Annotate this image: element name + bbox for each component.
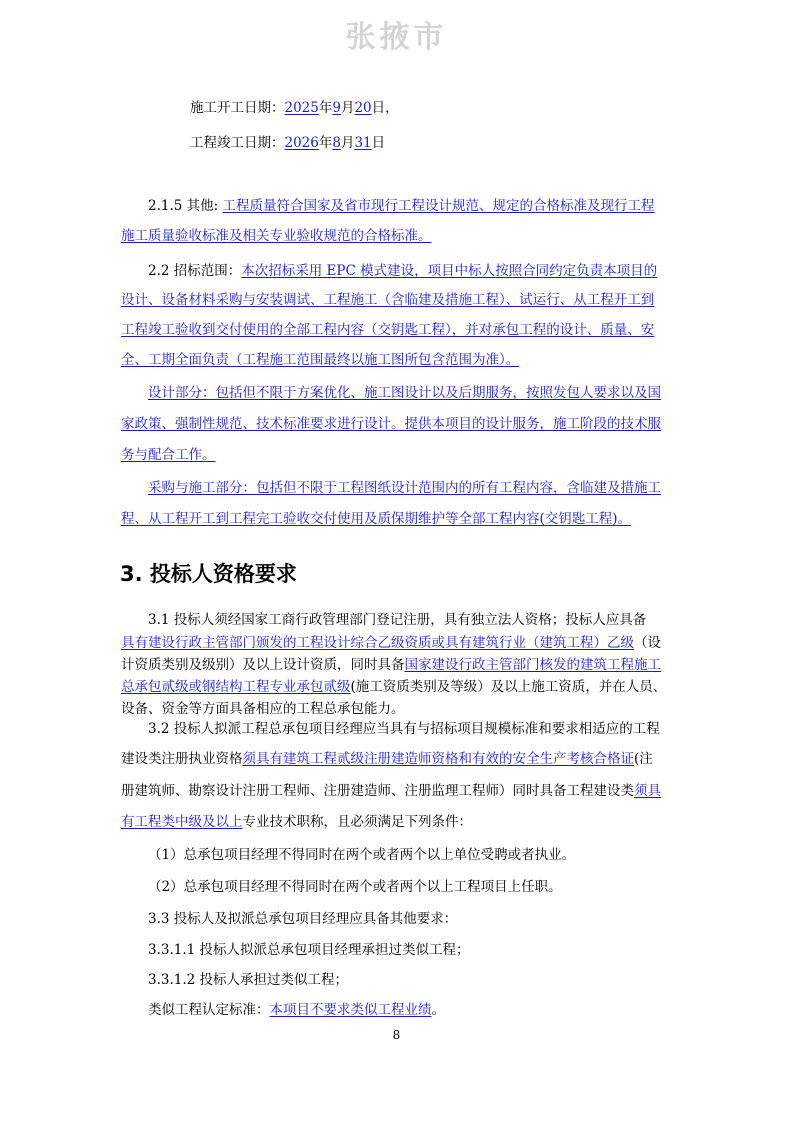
para-text: 3.3.1.2 投标人承担过类似工程； xyxy=(148,972,349,988)
condition-text: （1）总承包项目经理不得同时在两个或者两个以上单位受聘或者执业。 xyxy=(148,847,576,863)
para-text: (注 xyxy=(634,751,653,767)
scope-text: 全、工期全面负责（工程施工范围最终以施工图所包含范围为准）。 xyxy=(121,352,520,368)
para-text: 册建筑师、勘察设计注册工程师、注册建造师、注册监理工程师）同时具备工程建设类 xyxy=(121,783,634,799)
year-unit: 年 xyxy=(318,135,333,151)
condition-2 xyxy=(148,877,562,897)
para-3-3-1-1 xyxy=(148,940,470,960)
watermark-title: 张掖市 xyxy=(345,20,448,55)
para-2-2-line-1 xyxy=(148,261,657,281)
para-2-2-line-3 xyxy=(121,320,654,340)
start-day: 20 xyxy=(354,100,372,116)
design-text: 设计部分：包括但不限于方案优化、施工图设计以及后期服务，按照发包人要求以及国 xyxy=(148,385,661,401)
para-text: 。 xyxy=(431,1002,445,1018)
para-3-2-line-4 xyxy=(121,812,472,832)
month-unit: 月 xyxy=(340,135,355,151)
para-text: 3.3.1.1 投标人拟派总承包项目经理承担过类似工程； xyxy=(148,942,470,958)
para-2-1-5-label: 2.1.5 其他: xyxy=(148,198,223,214)
para-3-1-line-2 xyxy=(121,633,661,653)
end-day-unit: 日 xyxy=(371,135,386,151)
title-requirement-link-cont: 有工程类中级及以上 xyxy=(121,814,243,830)
scope-text: 本次招标采用 EPC 模式建设，项目中标人按照合同约定负责本项目的 xyxy=(241,263,658,279)
registration-requirement-link: 须具有建筑工程贰级注册建造师资格和有效的安全生产考核合格证 xyxy=(242,751,634,767)
construction-qualification-link-cont: 总承包贰级或钢结构工程专业承包贰级 xyxy=(121,679,351,695)
similar-project-line xyxy=(148,1000,445,1020)
start-year: 2025 xyxy=(284,100,319,116)
para-2-1-5-line-2 xyxy=(121,226,432,246)
design-text: 家政策、强制性规范、技术标准要求进行设计。提供本项目的设计服务，施工阶段的技术服 xyxy=(121,416,661,432)
quality-standard-link-cont: 施工质量验收标准及相关专业验收规范的合格标准。 xyxy=(121,228,432,244)
design-qualification-link: 具有建设行政主管部门颁发的工程设计综合乙级资质或具有建筑行业（建筑工程）乙级 xyxy=(121,635,634,651)
para-text: 专业技术职称，且必须满足下列条件： xyxy=(242,814,472,830)
section-3-heading: 3. 投标人资格要求 xyxy=(120,562,297,586)
para-3-2-line-2 xyxy=(121,749,653,769)
para-3-2-line-1 xyxy=(148,719,660,739)
para-text: 3.2 投标人拟派工程总承包项目经理应当具有与招标项目规模标准和要求相适应的工程 xyxy=(148,721,660,737)
end-date-line xyxy=(190,133,385,153)
para-text: 类似工程认定标准： xyxy=(148,1002,270,1018)
condition-text: （2）总承包项目经理不得同时在两个或者两个以上工程项目上任职。 xyxy=(148,879,562,895)
para-3-1-line-5 xyxy=(121,699,405,719)
para-text: （设 xyxy=(634,635,661,651)
start-day-unit: 日， xyxy=(371,100,399,116)
design-line-2 xyxy=(121,414,661,434)
para-3-1-line-4 xyxy=(121,677,666,697)
para-text: 3.1 投标人须经国家工商行政管理部门登记注册，具有独立法人资格；投标人应具备 xyxy=(148,612,647,628)
end-month: 8 xyxy=(332,135,341,151)
procure-text: 程、从工程开工到工程完工验收交付使用及质保期维护等全部工程内容(交钥匙工程)。 xyxy=(121,511,632,527)
para-2-2-label: 2.2 招标范围： xyxy=(148,263,242,279)
year-unit: 年 xyxy=(318,100,333,116)
scope-text: 工程竣工验收到交付使用的全部工程内容（交钥匙工程），并对承包工程的设计、质量、安 xyxy=(121,322,655,338)
scope-text: 设计、设备材料采购与安装调试、工程施工（含临建及措施工程）、试运行、从工程开工到 xyxy=(121,292,655,308)
end-year: 2026 xyxy=(284,135,319,151)
para-3-1-line-3 xyxy=(121,655,661,675)
start-month: 9 xyxy=(332,100,341,116)
title-requirement-link: 须具 xyxy=(634,783,661,799)
design-line-1 xyxy=(148,383,661,403)
para-text: (施工资质类别及等级）及以上施工资质，并在人员、 xyxy=(350,679,667,695)
procure-line-1 xyxy=(148,478,661,498)
para-3-3-line-1 xyxy=(148,909,457,929)
para-2-1-5-line-1 xyxy=(148,196,654,216)
para-2-2-line-2 xyxy=(121,290,654,310)
para-text: 建设类注册执业资格 xyxy=(121,751,243,767)
start-date-label: 施工开工日期： xyxy=(190,100,285,116)
similar-project-link: 本项目不要求类似工程业绩 xyxy=(269,1002,432,1018)
end-day: 31 xyxy=(354,135,372,151)
para-3-3-1-2 xyxy=(148,970,348,990)
page-number: 8 xyxy=(392,1028,401,1042)
para-text: 计资质类别及级别）及以上设计资质，同时具备 xyxy=(121,657,405,673)
design-line-3 xyxy=(121,445,216,465)
para-2-2-line-4 xyxy=(121,350,519,370)
month-unit: 月 xyxy=(340,100,355,116)
end-date-label: 工程竣工日期： xyxy=(190,135,285,151)
para-text: 3.3 投标人及拟派总承包项目经理应具备其他要求： xyxy=(148,911,458,927)
para-3-2-line-3 xyxy=(121,781,661,801)
quality-standard-link: 工程质量符合国家及省市现行工程设计规范、规定的合格标准及现行工程 xyxy=(222,198,655,214)
design-text: 务与配合工作。 xyxy=(121,447,216,463)
construction-qualification-link: 国家建设行政主管部门核发的建筑工程施工 xyxy=(404,657,661,673)
condition-1 xyxy=(148,845,575,865)
procure-text: 采购与施工部分：包括但不限于工程图纸设计范围内的所有工程内容，含临建及措施工 xyxy=(148,480,661,496)
para-3-1-line-1 xyxy=(148,610,646,630)
para-text: 设备、资金等方面具备相应的工程总承包能力。 xyxy=(121,701,405,717)
start-date-line xyxy=(190,98,399,118)
procure-line-2 xyxy=(121,509,631,529)
